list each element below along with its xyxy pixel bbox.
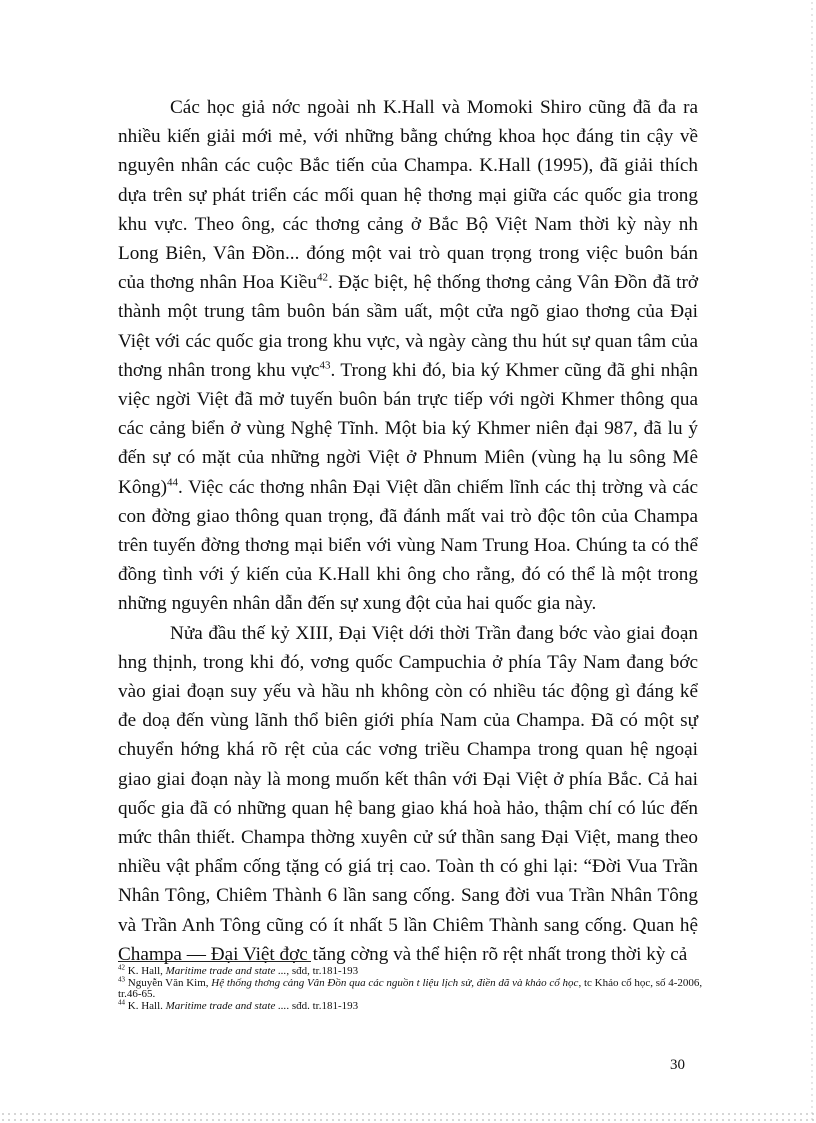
footnote-title: Hệ thống thơng cảng Vân Đồn qua các nguồn t liệu lịch sử, điền dã và khảo cổ học [211,976,579,989]
footnote-44 [118,997,718,1013]
page-number: 30 [670,1057,685,1073]
paragraph-1-text: . Đặc biệt, hệ thống thơng cảng Vân Đồn đã trở thành một trung tâm buôn bán sầm uất, một cửa ngõ giao thơng của Đại Việt với các quốc gia trong khu vực, và ngày càng thu hút sự quan tâm của thơng nhân trong khu vực [118,272,698,381]
footnote-number: 43 [118,974,125,983]
paragraph-2: Nửa đầu thế kỷ XIII, Đại Việt dới thời Trần đang bớc vào giai đoạn hng thịnh, trong khi đó, vơng quốc Campuchia ở phía Tây Nam đang bớc vào giai đoạn suy yếu và hầu nh không còn có nhiều tác động gì đáng kể đe doạ đến vùng lãnh thổ biên giới phía Nam của Champa. Đã có một sự chuyển hớng khá rõ rệt của các vơng triều Champa trong quan hệ ngoại giao giai đoạn này là mong muốn kết thân với Đại Việt ở phía Bắc. Cả hai quốc gia đã có những quan hệ bang giao khá hoà hảo, thậm chí có lúc đến mức thân thiết. Champa thờng xuyên cử sứ thần sang Đại Việt, mang theo nhiều vật phẩm cống tặng có giá trị cao. Toàn th có ghi lại: “Đời Vua Trần Nhân Tông, Chiêm Thành 6 lần sang cống. Sang đời vua Trần Nhân Tông và Trần Anh Tông cũng có ít nhất 5 lần Chiêm Thành sang cống. Quan hệ Champa — Đại Việt đợc tăng cờng và thể hiện rõ rệt nhất trong thời kỳ cả [118,622,698,965]
dotted-border-bottom [0,1111,816,1123]
footnote-separator [118,961,311,962]
dotted-border-right [808,0,816,1123]
footnote-ref-42[interactable]: 42 [316,271,328,284]
footnote-ref-44[interactable]: 44 [167,476,179,489]
footnote-ref-43[interactable]: 43 [319,359,331,372]
paragraph-1-text: Các học giả nớc ngoài nh K.Hall và Momoki Shiro cũng đã đa ra nhiều kiến giải mới mẻ, với những bằng chứng khoa học đáng tin cậy về nguyên nhân các cuộc Bắc tiến của Champa. K.Hall (1995), đã giải thích dựa trên sự phát triển các mối quan hệ thơng mại giữa các quốc gia trong khu vực. Theo ông, các thơng cảng ở Bắc Bộ Việt Nam thời kỳ này nh Long Biên, Vân Đồn... đóng một vai trò quan trọng trong việc buôn bán của thơng nhân Hoa Kiều [118,97,698,294]
footnotes [118,963,718,1012]
footnote-43 [118,974,718,1001]
footnote-source: , sđd, tr.181-193 [286,965,359,977]
footnote-title: Maritime trade and state ... [165,965,287,977]
paragraph-1 [118,93,698,619]
footnote-author: Nguyễn Văn Kim, [125,976,212,989]
footnote-source: . sđd. tr.181-193 [286,999,359,1012]
footnote-title: Maritime trade and state ... [165,999,287,1012]
paragraph-1-text: . Trong khi đó, bia ký Khmer cũng đã ghi nhận việc ngời Việt đã mở tuyến buôn bán trực tiếp với ngời Khmer thông qua các cảng biển ở vùng Nghệ Tĩnh. Một bia ký Khmer niên đại 987, đã lu ý đến sự có mặt của những ngời Việt ở Phnum Miên (vùng hạ lu sông Mê Kông) [118,359,698,498]
footnote-number: 44 [118,997,125,1006]
footnote-author: K. Hall. [125,999,166,1012]
footnote-author: K. Hall, [125,965,166,977]
footnote-number: 42 [118,963,125,972]
footnote-source: , tc Khảo cổ học, số 4-2006, tr.46-65. [118,976,703,1000]
paragraph-1-text: . Việc các thơng nhân Đại Việt dần chiếm lĩnh các thị trờng và các con đờng giao thông quan trọng, đã đánh mất vai trò độc tôn của Champa trên tuyến đờng thơng mại biển với vùng Nam Trung Hoa. Chúng ta có thể đồng tình với ý kiến của K.Hall khi ông cho rằng, đó có thể là một trong những nguyên nhân dẫn đến sự xung đột của hai quốc gia này. [118,476,698,615]
